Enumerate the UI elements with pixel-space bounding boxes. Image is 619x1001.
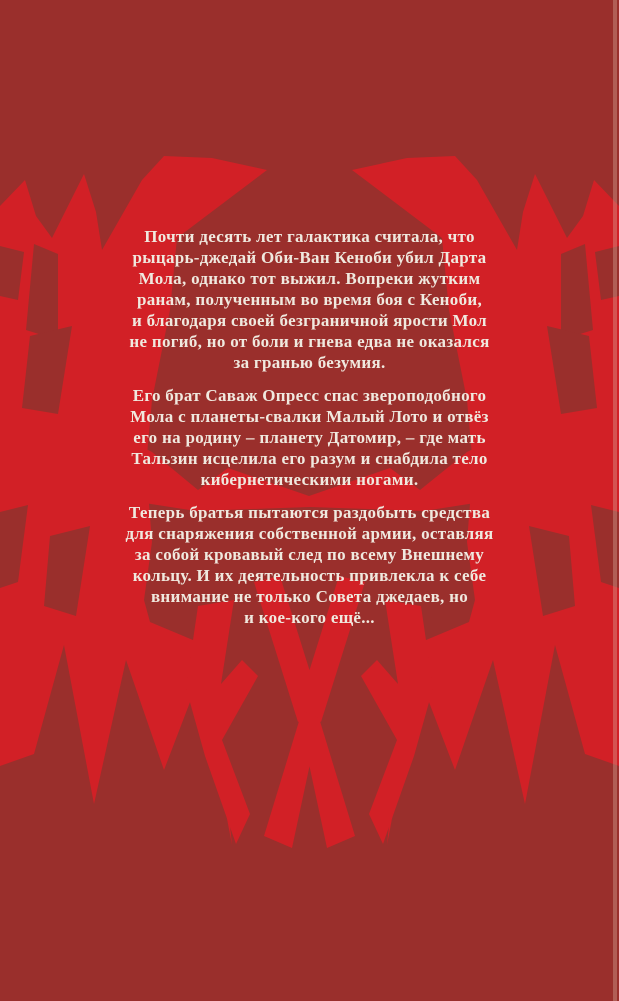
story-line: за гранью безумия. [233, 353, 386, 372]
story-paragraph-2 [90, 385, 530, 490]
story-paragraph-3 [90, 502, 530, 628]
page-edge-highlight [613, 0, 617, 1001]
story-line: ранам, полученным во время боя с Кеноби, [136, 290, 483, 309]
story-line: рыцарь-джедай Оби-Ван Кеноби убил Дарта [132, 248, 487, 267]
story-line: не погиб, но от боли и гнева едва не оказался [129, 332, 490, 351]
story-line: и благодаря своей безграничной ярости Мол [131, 311, 488, 330]
story-line: Его брат Саваж Опресс спас звероподобного [132, 386, 487, 405]
story-line: Почти десять лет галактика считала, что [144, 227, 475, 246]
story-line: внимание не только Совета джедаев, но [150, 587, 469, 606]
story-line: Мола, однако тот выжил. Вопреки жутким [138, 269, 481, 288]
story-line: Теперь братья пытаются раздобыть средства [128, 503, 491, 522]
story-line: Тальзин исцелила его разум и снабдила тело [131, 449, 488, 468]
story-line: его на родину – планету Датомир, – где мать [133, 428, 486, 447]
story-line: для снаряжения собственной армии, оставляя [125, 524, 494, 543]
story-line: кольцу. И их деятельность привлекла к себе [132, 566, 487, 585]
story-line: и кое-кого ещё... [244, 608, 375, 627]
story-line: Мола с планеты-свалки Малый Лото и отвёз [130, 407, 489, 426]
story-line: кибернетическими ногами. [200, 470, 419, 489]
story-line: за собой кровавый след по всему Внешнему [134, 545, 485, 564]
story-paragraph-1 [90, 226, 530, 373]
recap-text-block [90, 226, 530, 640]
